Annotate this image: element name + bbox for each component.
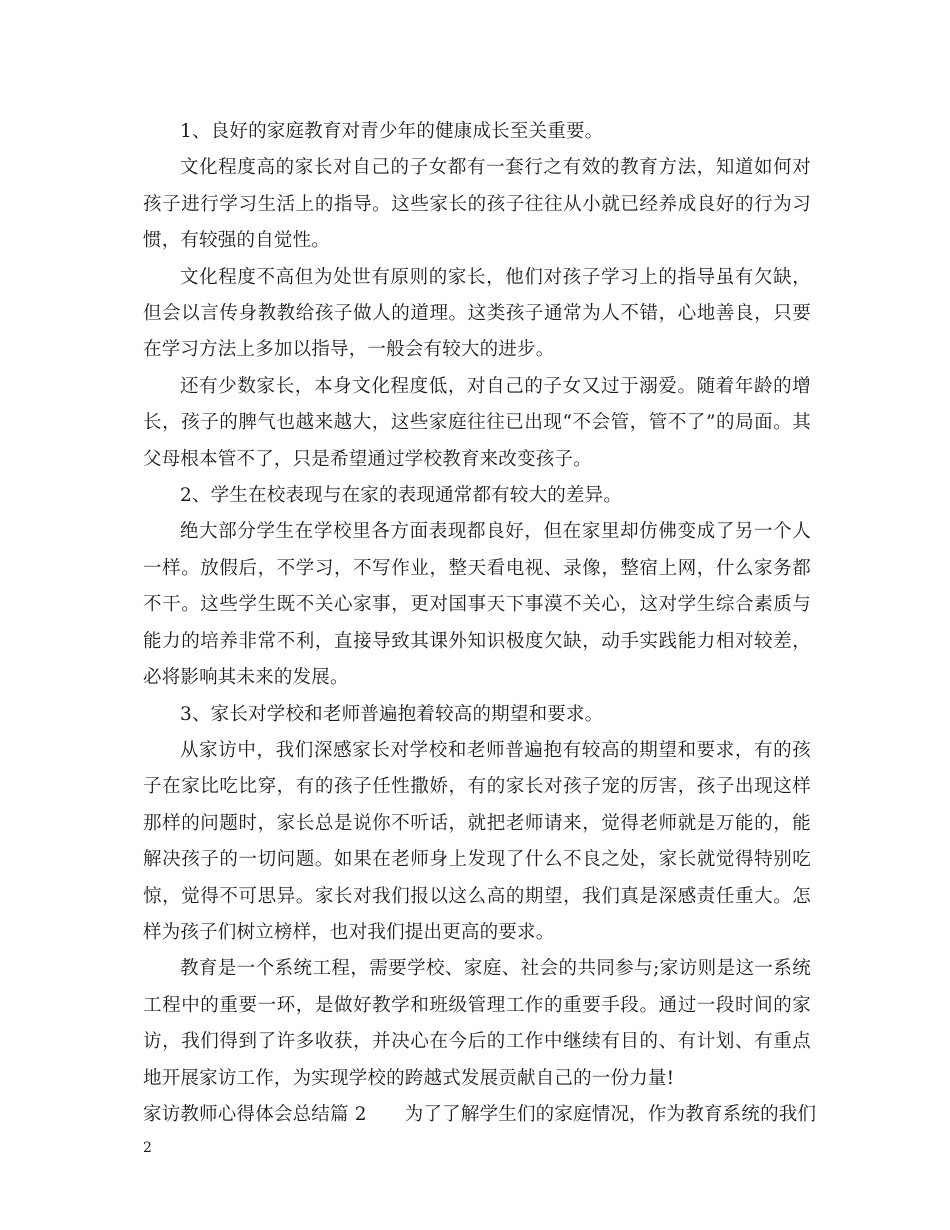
document-body <box>143 114 817 1133</box>
body-paragraph: 还有少数家长，本身文化程度低，对自己的子女又过于溺爱。随着年龄的增长，孩子的脾气也越来越大，这些家庭往往已出现“不会管，管不了”的局面。其父母根本管不了，只是希望通过学校教育来改变孩子。 <box>143 375 811 470</box>
section-heading-1: 1、良好的家庭教育对青少年的健康成长至关重要。 <box>180 121 604 142</box>
closing-line <box>143 1097 817 1133</box>
body-paragraph: 教育是一个系统工程，需要学校、家庭、社会的共同参与;家访则是这一系统工程中的重要一环，是做好教学和班级管理工作的重要手段。通过一段时间的家访，我们得到了许多收获，并决心在今后的工作中继续有目的、有计划、有重点地开展家访工作，为实现学校的跨越式发展贡献自己的一份力量! <box>143 958 811 1089</box>
article-heading: 家访教师心得体会总结篇 2 <box>143 1103 367 1125</box>
section-heading-3: 3、家长对学校和老师普遍抱着较高的期望和要求。 <box>180 703 604 725</box>
section-heading-2: 2、学生在校表现与在家的表现通常都有较大的差异。 <box>180 485 623 507</box>
body-paragraph: 绝大部分学生在学校里各方面表现都良好，但在家里却仿佛变成了另一个人一样。放假后，不学习，不写作业，整天看电视、录像，整宿上网，什么家务都不干。这些学生既不关心家事，更对国事天下事漠不关心，这对学生综合素质与能力的培养非常不利，直接导致其课外知识极度欠缺，动手实践能力相对较差，必将影响其未来的发展。 <box>143 521 811 689</box>
body-paragraph: 文化程度高的家长对自己的子女都有一套行之有效的教育方法，知道如何对孩子进行学习生活上的指导。这些家长的孩子往往从小就已经养成良好的行为习惯，有较强的自觉性。 <box>143 157 811 252</box>
page-number: 2 <box>143 1140 152 1156</box>
body-paragraph: 从家访中，我们深感家长对学校和老师普遍抱有较高的期望和要求，有的孩子在家比吃比穿，有的孩子任性撒娇，有的家长对孩子宠的厉害，孩子出现这样那样的问题时，家长总是说你不听话，就把老师请来，觉得老师就是万能的，能解决孩子的一切问题。如果在老师身上发现了什么不良之处，家长就觉得特别吃惊，觉得不可思异。家长对我们报以这么高的期望，我们真是深感责任重大。怎样为孩子们树立榜样，也对我们提出更高的要求。 <box>143 739 811 943</box>
body-paragraph: 文化程度不高但为处世有原则的家长，他们对孩子学习上的指导虽有欠缺，但会以言传身教教给孩子做人的道理。这类孩子通常为人不错，心地善良，只要在学习方法上多加以指导，一般会有较大的进步。 <box>143 266 811 361</box>
continuation-text: 为了了解学生们的家庭情况，作为教育系统的我们 <box>404 1103 817 1125</box>
